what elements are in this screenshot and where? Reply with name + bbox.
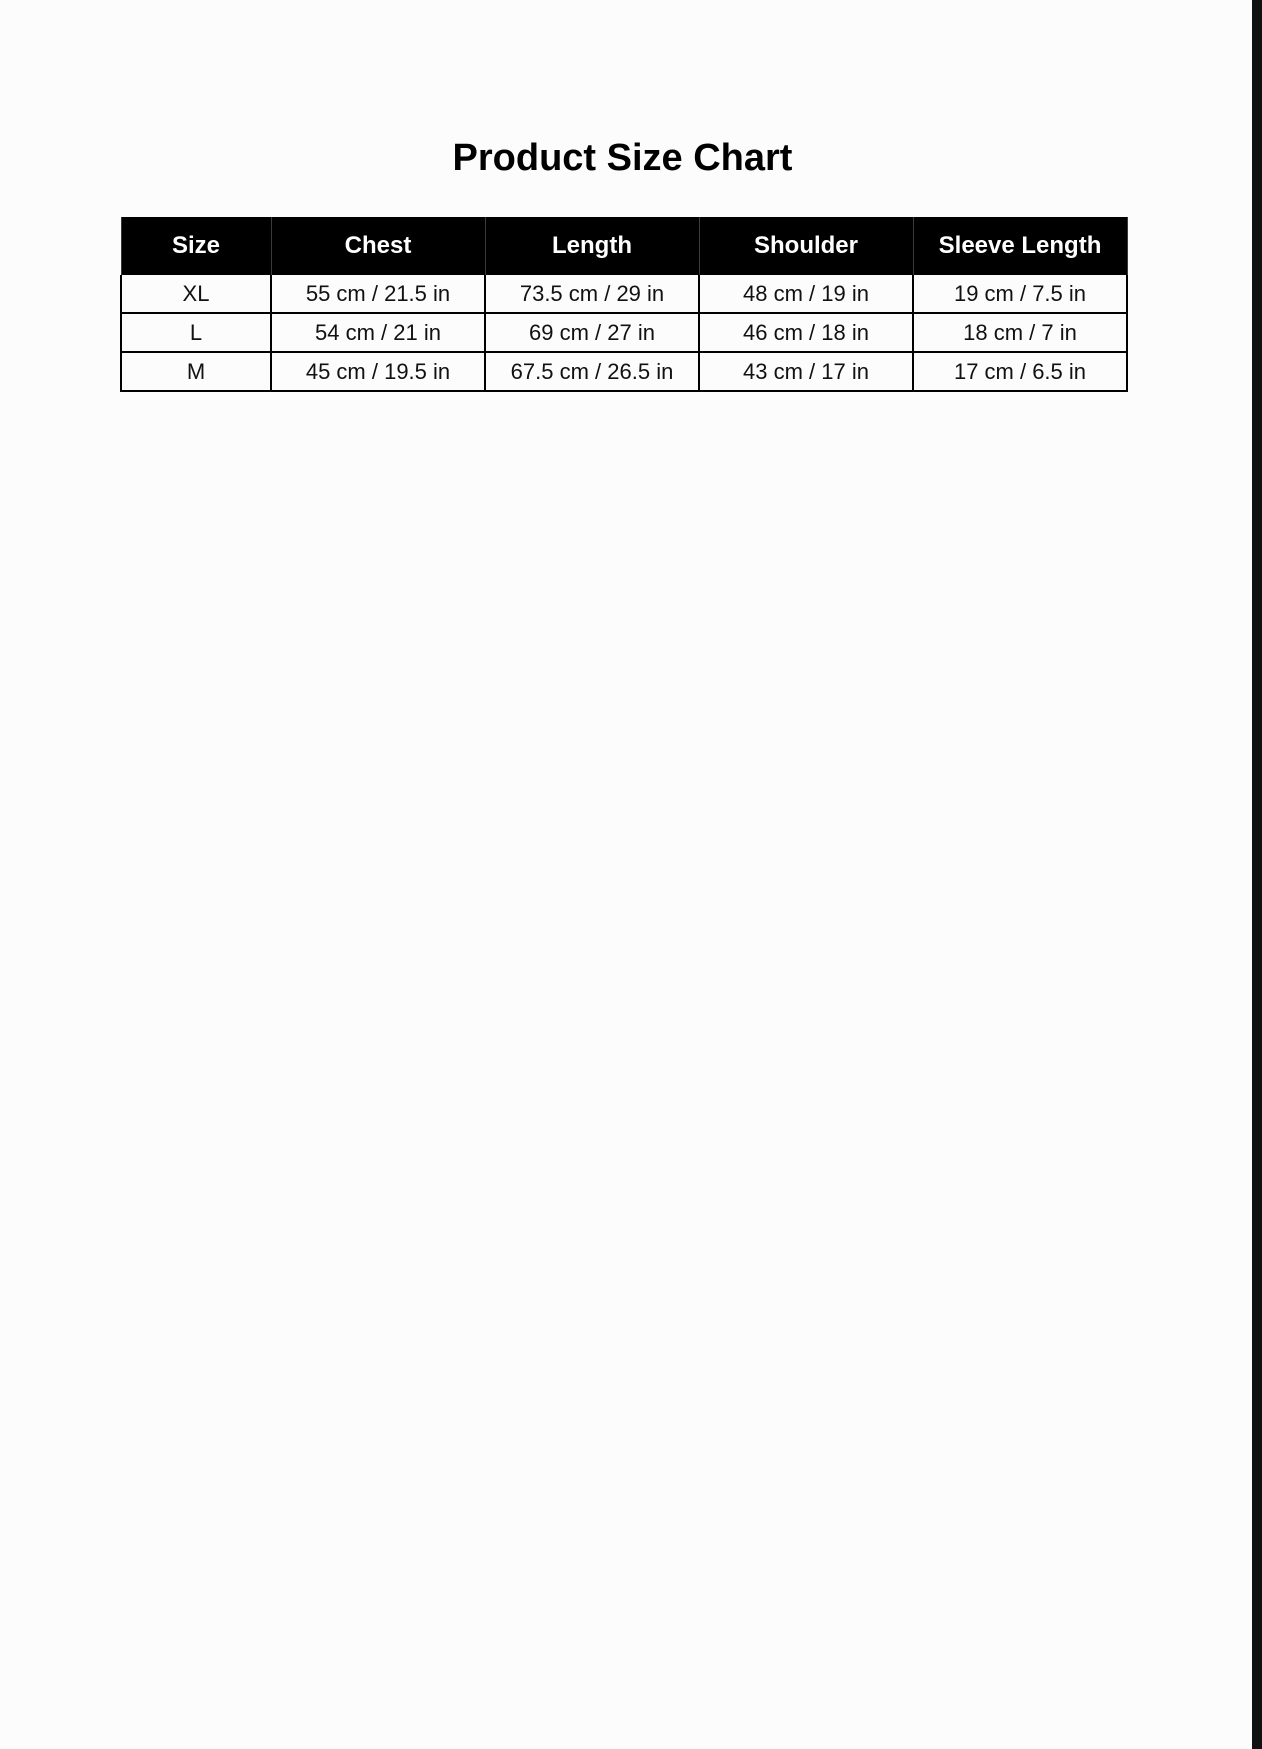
header-sleeve-length: Sleeve Length [913, 217, 1127, 275]
cell-length: 69 cm / 27 in [485, 313, 699, 352]
header-shoulder: Shoulder [699, 217, 913, 275]
header-row [121, 217, 1127, 275]
cell-size: M [121, 352, 271, 391]
cell-shoulder: 48 cm / 19 in [699, 275, 913, 313]
page-edge-border [1252, 0, 1262, 1749]
cell-length: 67.5 cm / 26.5 in [485, 352, 699, 391]
cell-sleeve-length: 17 cm / 6.5 in [913, 352, 1127, 391]
cell-size: L [121, 313, 271, 352]
table-row [121, 352, 1127, 391]
cell-chest: 55 cm / 21.5 in [271, 275, 485, 313]
page-title: Product Size Chart [452, 137, 793, 179]
cell-shoulder: 43 cm / 17 in [699, 352, 913, 391]
table-row [121, 313, 1127, 352]
header-chest: Chest [271, 217, 485, 275]
cell-chest: 45 cm / 19.5 in [271, 352, 485, 391]
table-row [121, 275, 1127, 313]
cell-chest: 54 cm / 21 in [271, 313, 485, 352]
cell-sleeve-length: 18 cm / 7 in [913, 313, 1127, 352]
cell-length: 73.5 cm / 29 in [485, 275, 699, 313]
cell-shoulder: 46 cm / 18 in [699, 313, 913, 352]
table-header [121, 217, 1127, 275]
header-length: Length [485, 217, 699, 275]
cell-size: XL [121, 275, 271, 313]
size-chart-table [120, 217, 1128, 392]
table-body [121, 275, 1127, 391]
header-size: Size [121, 217, 271, 275]
cell-sleeve-length: 19 cm / 7.5 in [913, 275, 1127, 313]
